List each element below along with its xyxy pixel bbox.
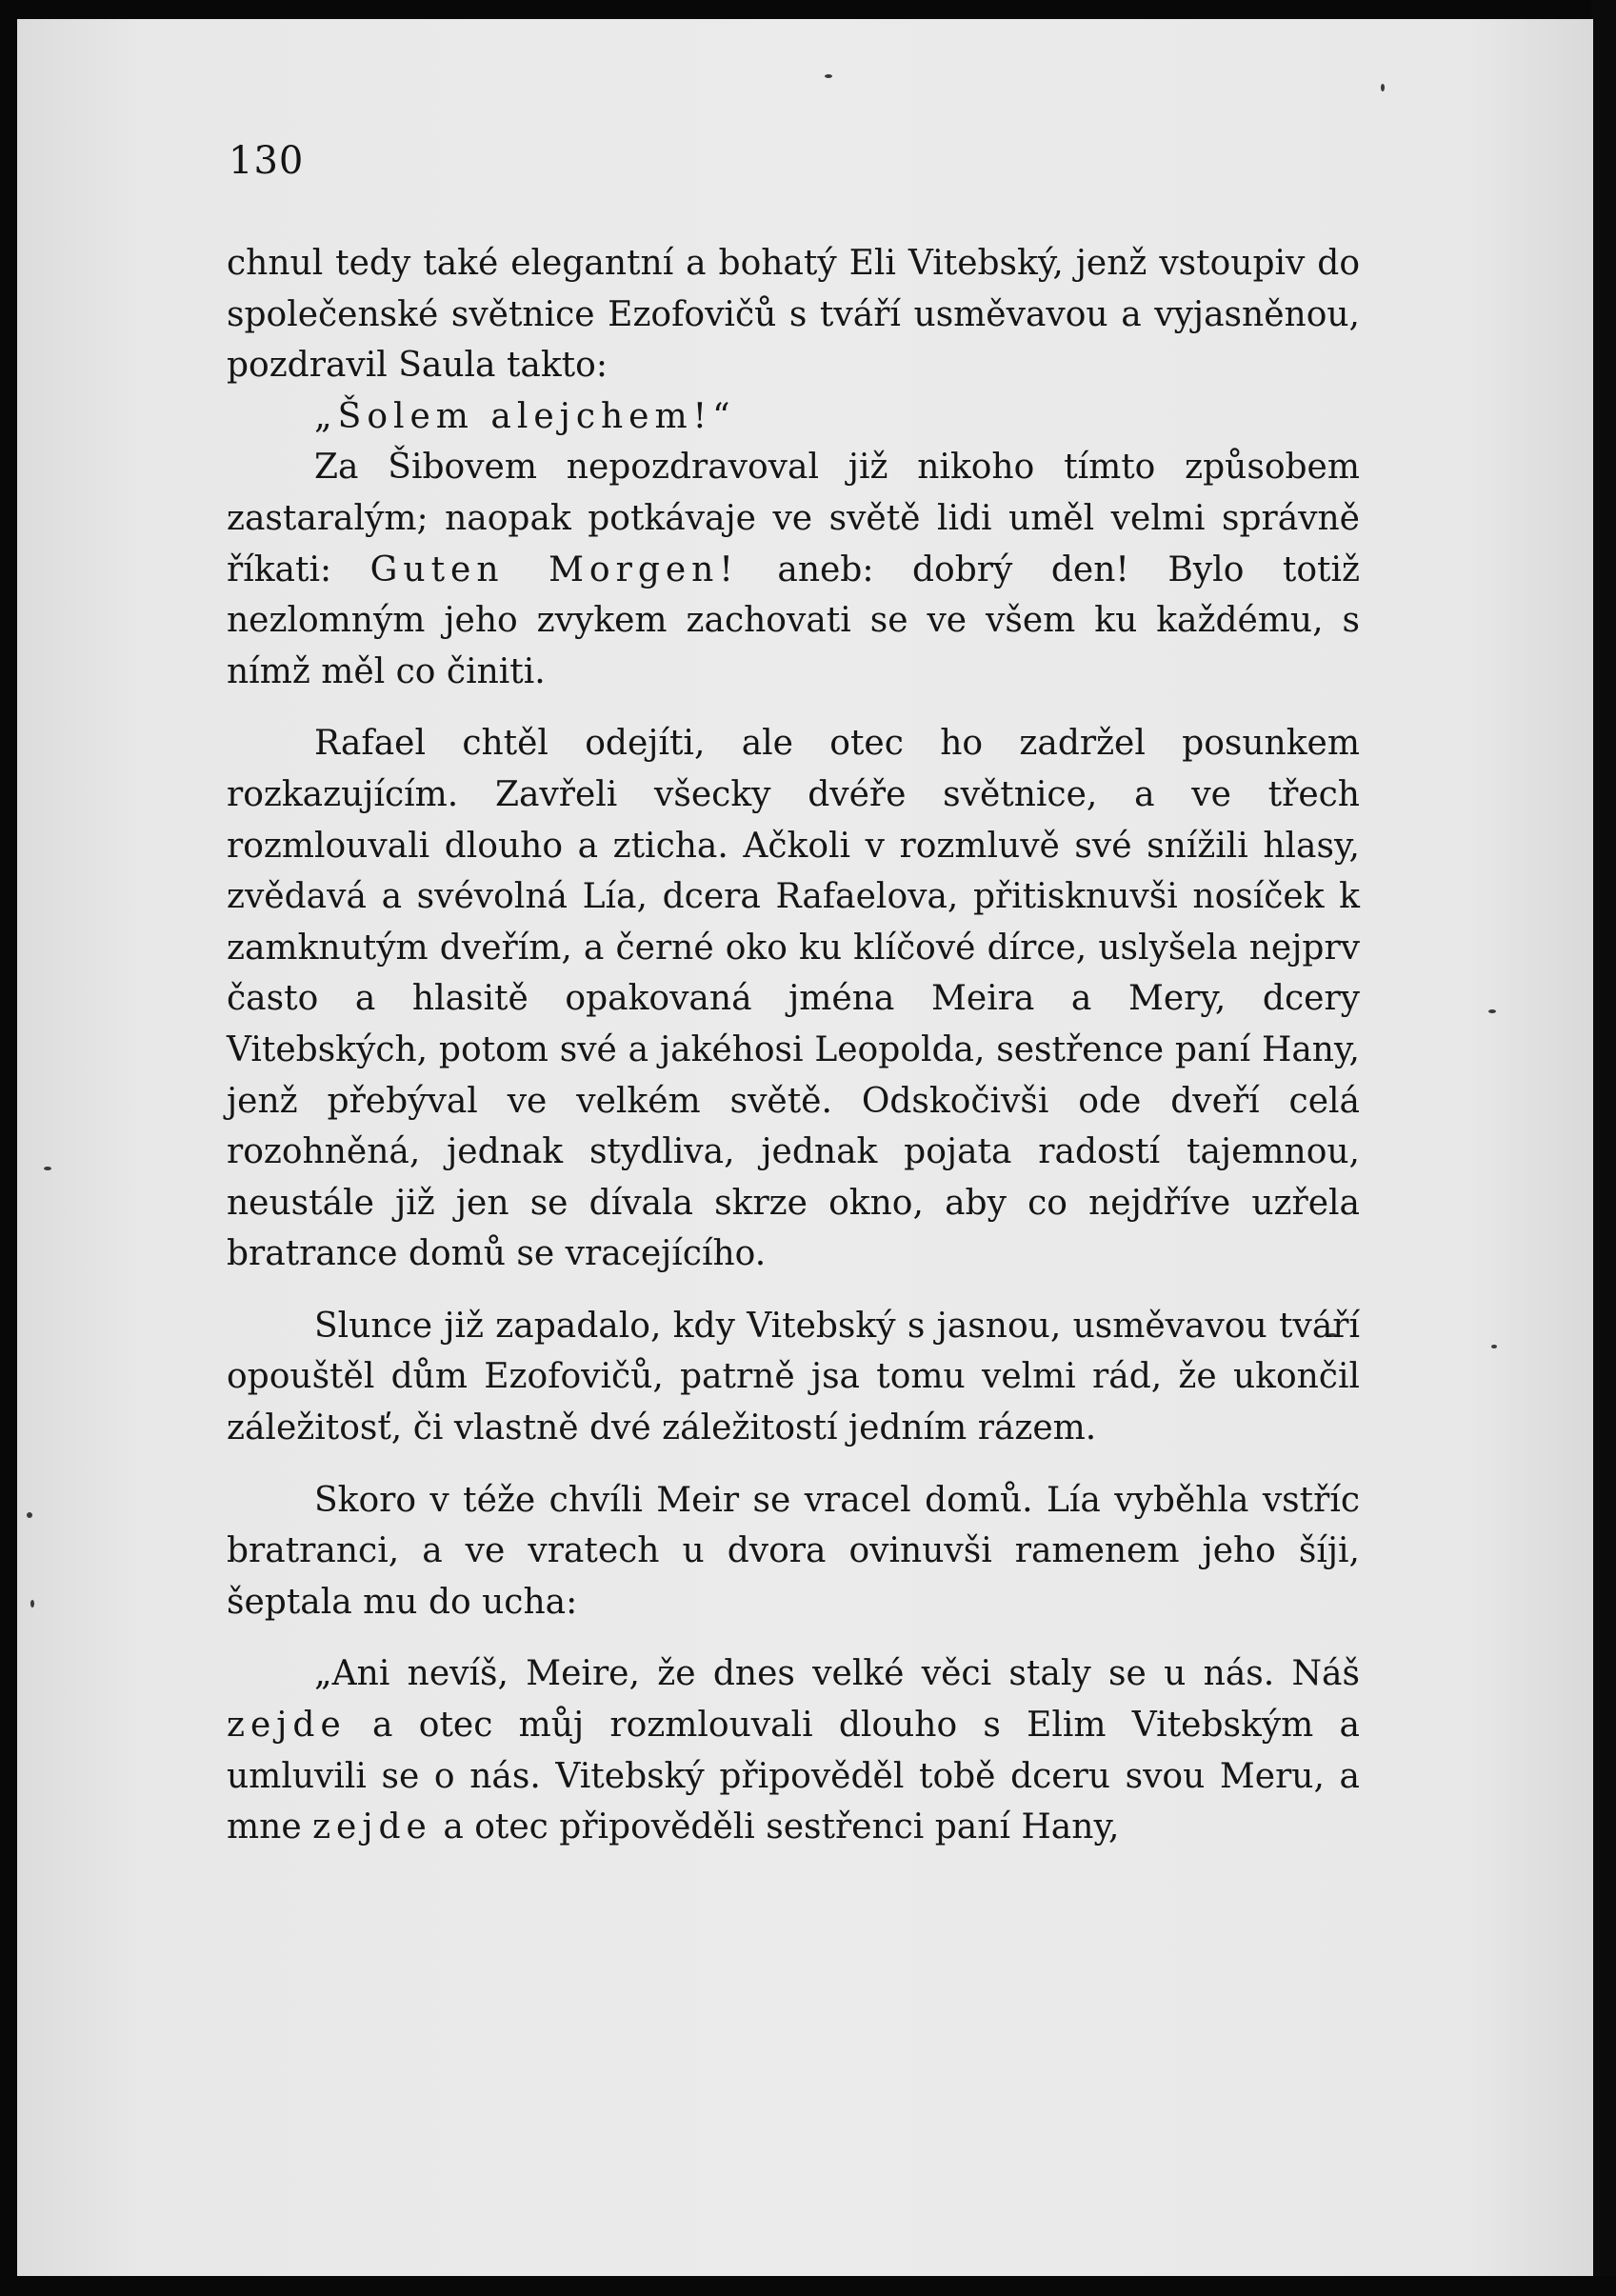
- scan-border-bottom: [0, 2276, 1616, 2296]
- scan-border-right: [1591, 0, 1616, 2296]
- paragraph: Skoro v téže chvíli Meir se vracel domů. Lía vyběhla vstříc bratranci, a ve vratech u dvora ovinuvši ramenem jeho šíji, šeptala mu do ucha:: [227, 1480, 1360, 1622]
- paragraph: Rafael chtěl odejíti, ale otec ho zadržel posunkem rozkazujícím. Zavřeli všecky dvéře světnice, a ve třech rozmlouvali dlouho a zticha. Ačkoli v rozmluvě své snížili hlasy, zvědavá a svévolná Lía, dcera Rafaelova, přitisknuvši nosíček k zamknutým dveřím, a černé oko ku klíčové dírce, uslyšela nejprv často a hlasitě opakovaná jména Meira a Mery, dcery Vitebských, potom své a jakéhosi Leopolda, sestřence paní Hany, jenž přebýval ve velkém světě. Odskočivši ode dveří celá rozohněná, jednak stydliva, jednak pojata radostí tajemnou, neustále již jen se dívala skrze okno, aby co nejdříve uzřela bratrance domů se vracejícího.: [227, 724, 1360, 1274]
- scan-speck: [1491, 1345, 1497, 1348]
- scan-speck: [825, 74, 832, 78]
- text-run: Za Šibovem nepozdravoval již nikoho tímto způsobem zastaralým; naopak potkávaje ve světě lidi uměl velmi správně říkati:: [227, 448, 1360, 589]
- spaced-word: zejde: [227, 1706, 347, 1746]
- scan-speck: [1381, 84, 1385, 91]
- spaced-greeting: „Šolem alejchem!“: [314, 396, 736, 436]
- page-body: [227, 238, 1360, 1853]
- scan-speck: [1488, 1009, 1496, 1013]
- paragraph: [227, 1648, 1360, 1852]
- paragraph: chnul tedy také elegantní a bohatý Eli Vitebský, jenž vstoupiv do společenské světnice Ezofovičů s tváří usměvavou a vyjasněnou, pozdravil Saula takto:: [227, 244, 1360, 386]
- paragraph: [227, 442, 1360, 697]
- text-run: aneb: dobrý den! Bylo totiž nezlomným jeho zvykem zachovati se ve všem ku každému, s nímž měl co činiti.: [227, 549, 1360, 691]
- scan-speck: [30, 1600, 34, 1607]
- scan-speck: [27, 1512, 32, 1518]
- spaced-phrase: Guten Morgen!: [369, 549, 739, 589]
- scan-border-top: [0, 0, 1616, 19]
- page-number: 130: [229, 139, 305, 183]
- scan-border-left: [0, 0, 17, 2296]
- greeting-line: [227, 391, 1360, 443]
- text-run: a otec připověděli sestřenci paní Hany,: [431, 1807, 1120, 1847]
- text-run: „Ani nevíš, Meire, že dnes velké věci staly se u nás. Náš: [314, 1654, 1360, 1694]
- scan-speck: [44, 1167, 51, 1170]
- text-run: a otec můj rozmlouvali dlouho s Elim Vitebským a umluvili se o nás. Vitebský připověděl tobě dceru svou Meru, a mne: [227, 1706, 1360, 1847]
- spaced-word: zejde: [312, 1807, 432, 1847]
- paragraph: Slunce již zapadalo, kdy Vitebský s jasnou, usměvavou tváří opouštěl dům Ezofovičů, patrně jsa tomu velmi rád, že ukončil záležitosť, či vlastně dvé záležitostí jedním rázem.: [227, 1306, 1360, 1448]
